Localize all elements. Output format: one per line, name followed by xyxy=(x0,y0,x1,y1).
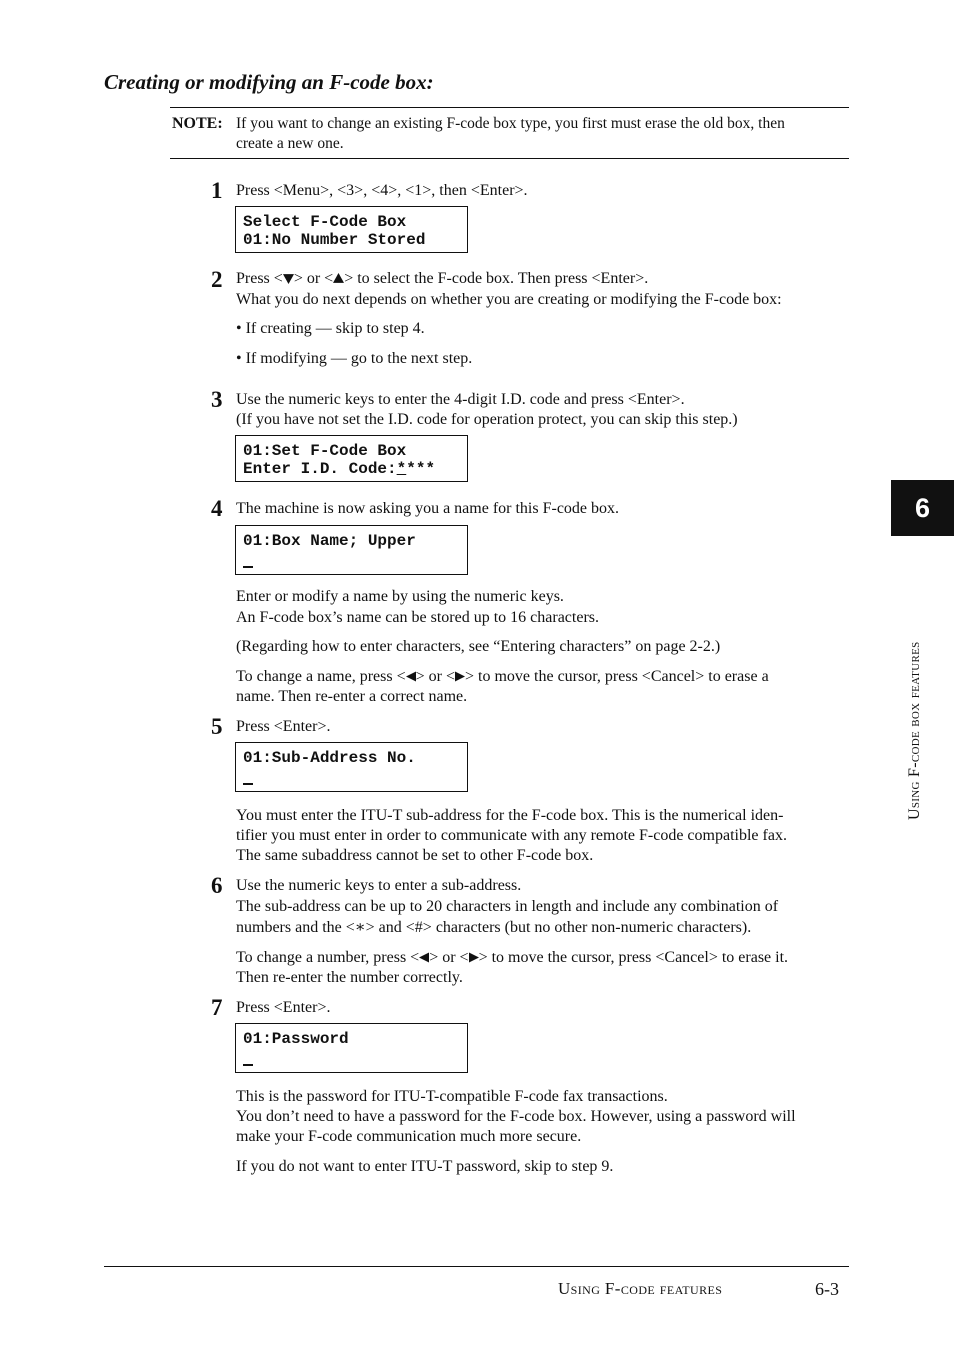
step-number-2: 2 xyxy=(211,267,223,292)
step-3-line-1: Use the numeric keys to enter the 4-digit I.D. code and press <Enter>. xyxy=(236,391,685,408)
step-6-line-2: The sub-address can be up to 20 characters in length and include any combination of xyxy=(236,898,779,915)
lcd-display-step-3 xyxy=(235,435,468,482)
triangle-up-icon xyxy=(333,270,344,287)
text-fragment: > to move the cursor, press <Cancel> to erase a xyxy=(465,668,769,685)
lcd-line-1: 01:Box Name; Upper xyxy=(243,532,416,550)
triangle-left-icon xyxy=(406,668,416,685)
step-5-para-1: You must enter the ITU-T sub-address for the F-code box. This is the numerical iden- xyxy=(236,807,784,824)
step-7-para-3: make your F-code communication much more secure. xyxy=(236,1128,582,1145)
step-1-text: Press <Menu>, <3>, <4>, <1>, then <Enter>. xyxy=(236,182,528,199)
step-6-line-1: Use the numeric keys to enter a sub-address. xyxy=(236,877,522,894)
step-7-para-1: This is the password for ITU-T-compatible F-code fax transactions. xyxy=(236,1088,668,1105)
lcd-cursor xyxy=(243,1064,253,1066)
text-fragment: > or < xyxy=(293,270,334,287)
lcd-line-2 xyxy=(243,460,435,478)
side-label-text: Using F-code box features xyxy=(906,641,923,820)
lcd-line-1: 01:Sub-Address No. xyxy=(243,749,416,767)
step-3-line-2: (If you have not set the I.D. code for operation protect, you can skip this step.) xyxy=(236,411,738,428)
footer-rule xyxy=(104,1266,849,1267)
lcd-line-1: 01:Password xyxy=(243,1030,349,1048)
footer-title-text: Using F-code features xyxy=(558,1279,723,1298)
triangle-down-icon xyxy=(283,270,294,287)
lcd-text: Enter I.D. Code: xyxy=(243,460,397,478)
text-fragment: > to select the F-code box. Then press <Enter>. xyxy=(344,270,649,287)
text-fragment: > or < xyxy=(415,668,455,685)
lcd-line-1: 01:Set F-Code Box xyxy=(243,442,407,460)
step-7-para-4: If you do not want to enter ITU-T password, skip to step 9. xyxy=(236,1158,614,1175)
step-number-4: 4 xyxy=(211,496,223,521)
lcd-line-1: Select F-Code Box xyxy=(243,213,407,231)
side-chapter-label xyxy=(906,641,924,820)
note-bottom-rule xyxy=(170,158,849,159)
lcd-display-step-5 xyxy=(235,742,468,792)
step-4-line-1: The machine is now asking you a name for this F-code box. xyxy=(236,500,620,517)
step-5-line-1: Press <Enter>. xyxy=(236,718,331,735)
triangle-right-icon xyxy=(455,668,465,685)
lcd-display-step-7 xyxy=(235,1023,468,1073)
text-fragment: To change a name, press < xyxy=(236,668,406,685)
step-2-line-1 xyxy=(236,269,648,290)
lcd-line-2: 01:No Number Stored xyxy=(243,231,426,249)
step-number-3: 3 xyxy=(211,387,223,412)
step-5-para-2: tifier you must enter in order to communicate with any remote F-code compatible fax. xyxy=(236,827,787,844)
text-fragment: To change a number, press < xyxy=(236,949,420,966)
step-6-para-2: Then re-enter the number correctly. xyxy=(236,969,463,986)
step-4-para-4 xyxy=(236,667,769,688)
chapter-tab: 6 xyxy=(891,480,954,536)
lcd-cursor xyxy=(243,783,253,785)
note-label: NOTE: xyxy=(172,115,223,132)
note-line-2: create a new one. xyxy=(236,135,344,152)
step-2-bullet-1: • If creating — skip to step 4. xyxy=(236,320,425,337)
lcd-cursor-char: * xyxy=(396,460,407,478)
step-6-line-3: numbers and the <∗> and <#> characters (but no other non-numeric characters). xyxy=(236,919,752,936)
step-5-para-3: The same subaddress cannot be set to other F-code box. xyxy=(236,847,594,864)
step-7-para-2: You don’t need to have a password for the F-code box. However, using a password will xyxy=(236,1108,796,1125)
step-number-6: 6 xyxy=(211,873,223,898)
triangle-right-icon xyxy=(469,949,479,966)
section-heading: Creating or modifying an F-code box: xyxy=(104,70,434,94)
step-4-para-3: (Regarding how to enter characters, see “Entering characters” on page 2-2.) xyxy=(236,638,721,655)
lcd-display-step-4 xyxy=(235,525,468,575)
text-fragment: > to move the cursor, press <Cancel> to erase it. xyxy=(478,949,789,966)
step-number-1: 1 xyxy=(211,178,223,203)
step-4-para-5: name. Then re-enter a correct name. xyxy=(236,688,468,705)
lcd-display-step-1 xyxy=(235,206,468,253)
step-4-para-1: Enter or modify a name by using the numeric keys. xyxy=(236,588,564,605)
step-number-5: 5 xyxy=(211,714,223,739)
note-top-rule xyxy=(170,107,849,108)
step-number-7: 7 xyxy=(211,995,223,1020)
footer-title xyxy=(558,1279,722,1299)
text-fragment: > or < xyxy=(429,949,469,966)
triangle-left-icon xyxy=(419,949,429,966)
text-fragment: Press < xyxy=(236,270,283,287)
note-line-1: If you want to change an existing F-code box type, you first must erase the old box, then xyxy=(236,115,785,132)
step-2-bullet-2: • If modifying — go to the next step. xyxy=(236,350,473,367)
step-7-line-1: Press <Enter>. xyxy=(236,999,331,1016)
page-number: 6-3 xyxy=(815,1279,839,1299)
lcd-text: *** xyxy=(406,460,436,478)
lcd-cursor xyxy=(243,566,253,568)
step-6-para-1 xyxy=(236,948,788,969)
step-2-line-2: What you do next depends on whether you are creating or modifying the F-code box: xyxy=(236,291,782,308)
step-4-para-2: An F-code box’s name can be stored up to 16 characters. xyxy=(236,609,599,626)
